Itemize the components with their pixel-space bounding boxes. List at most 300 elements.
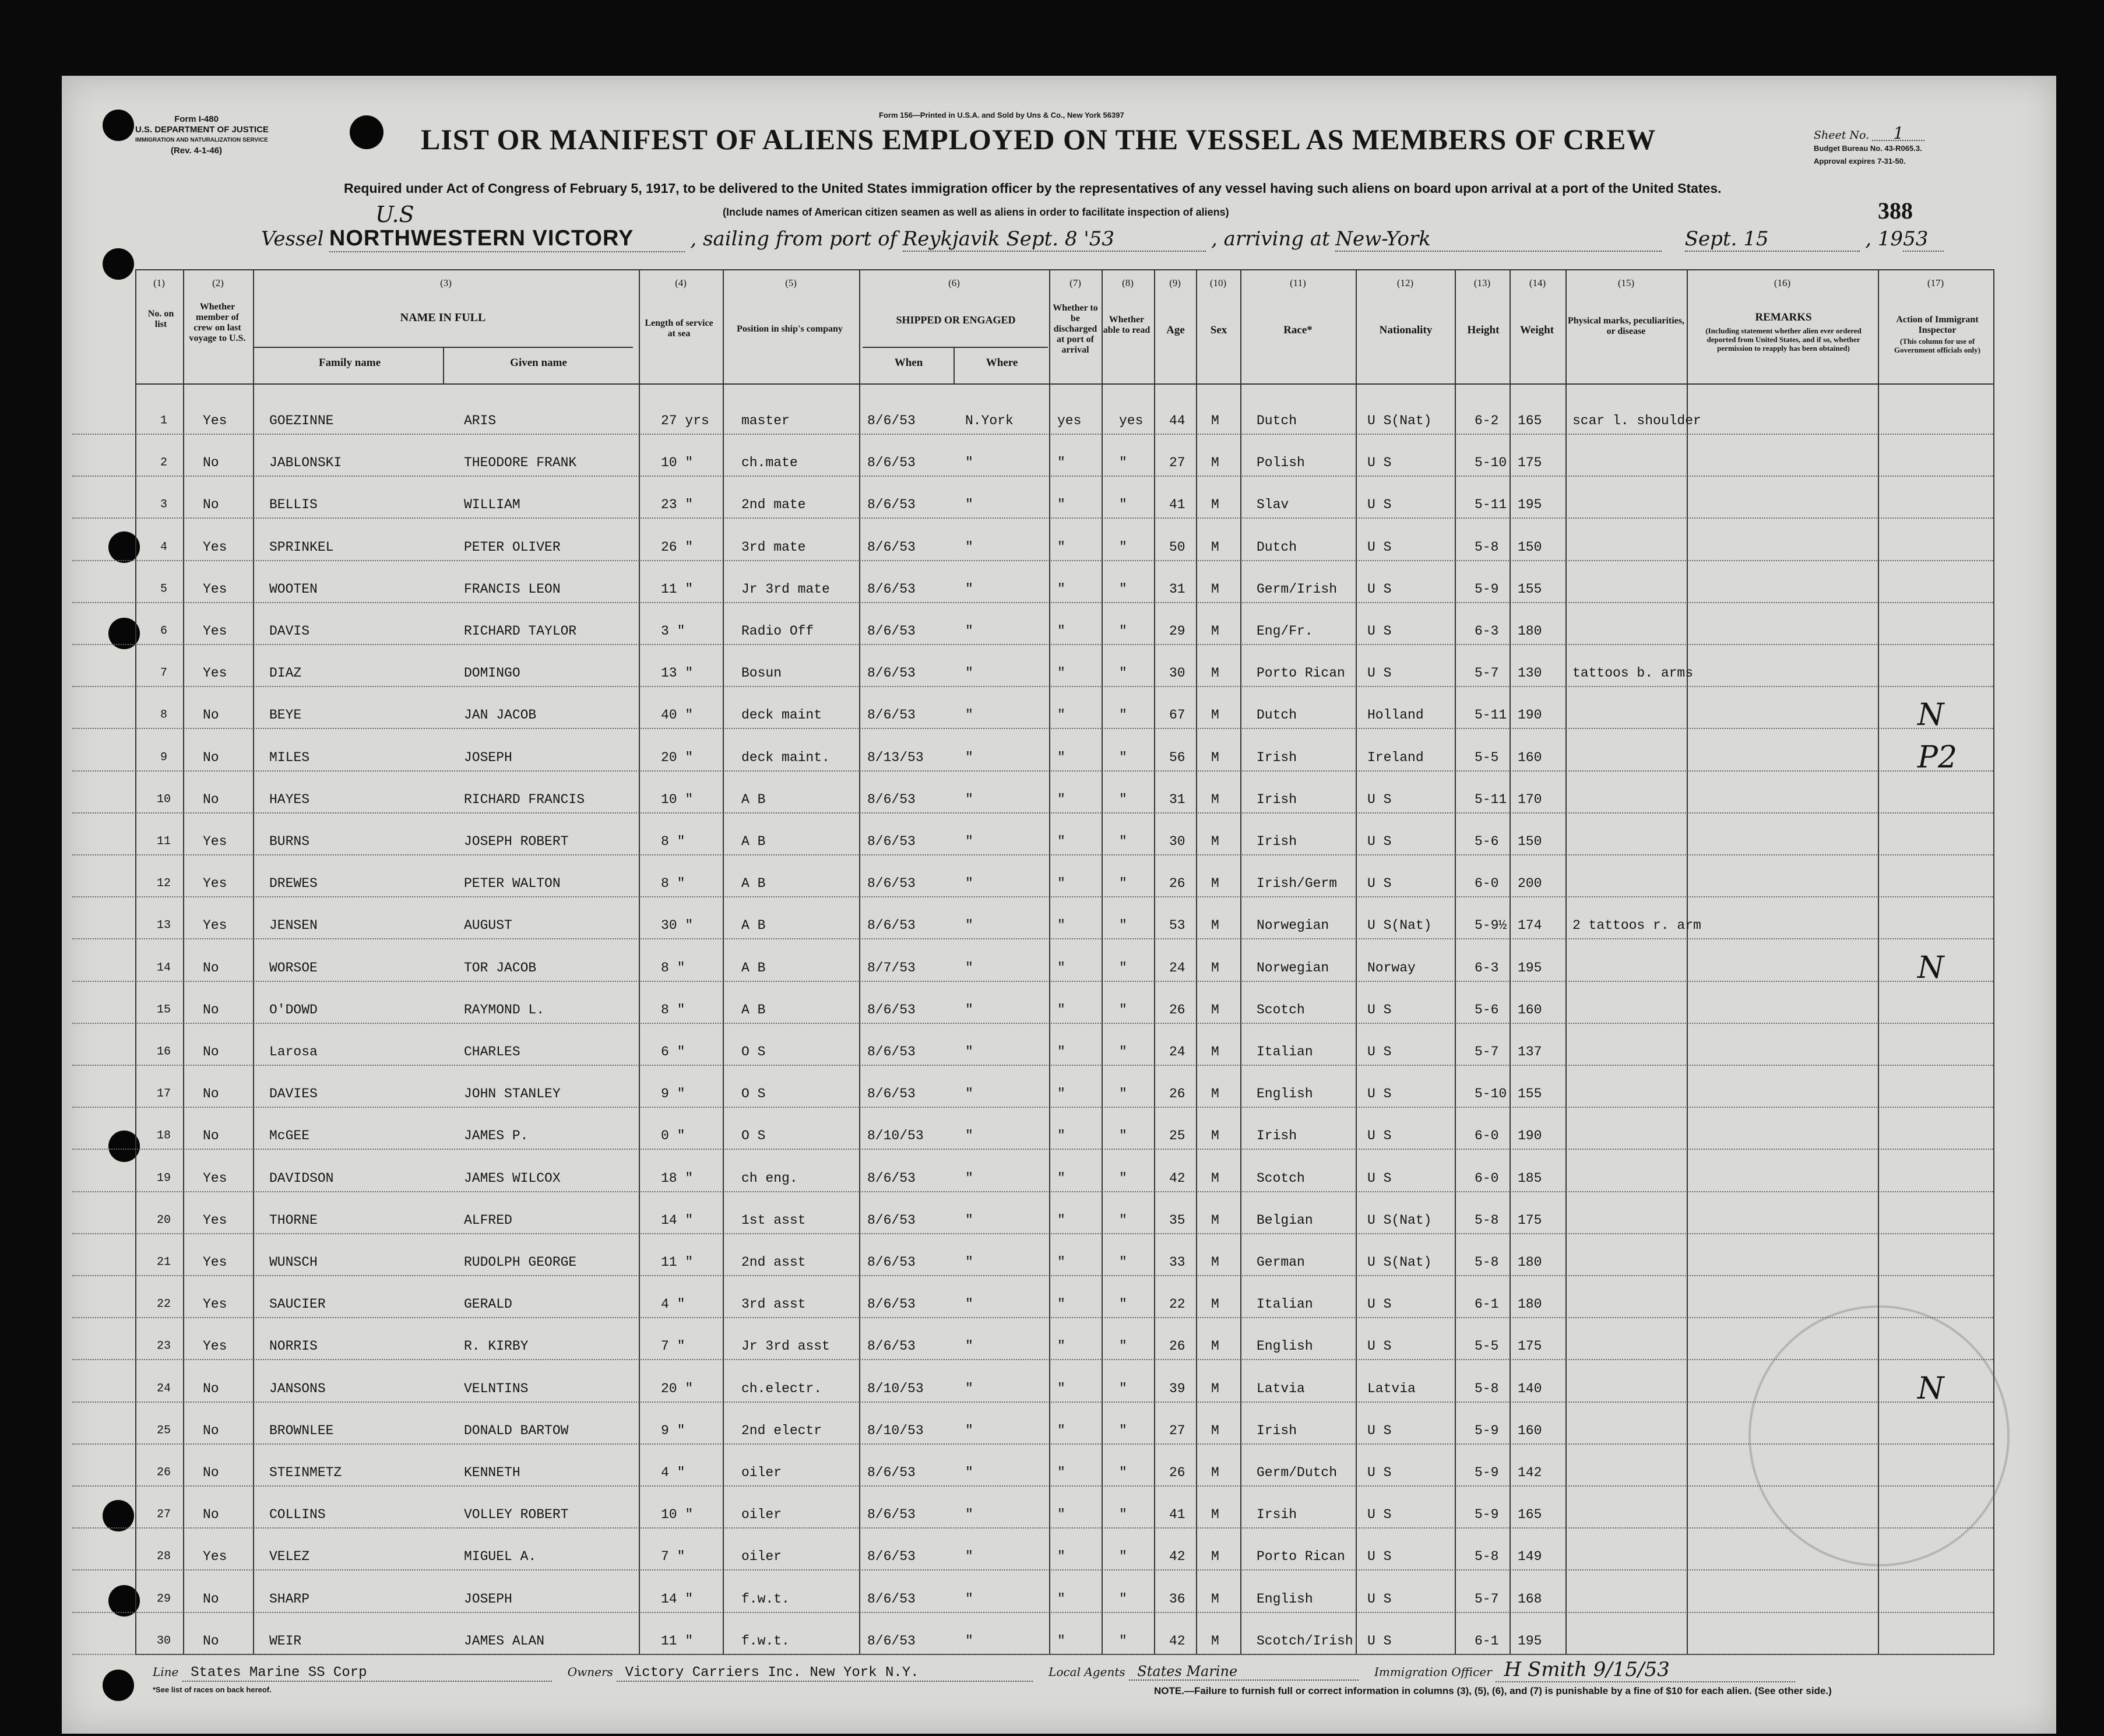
column-rule xyxy=(1356,269,1357,1655)
shipped-when: 8/6/53 xyxy=(867,1465,916,1480)
given-name: R. KIRBY xyxy=(464,1339,529,1354)
form-id-block xyxy=(135,114,269,156)
form-number: Form I-480 xyxy=(174,114,219,124)
family-name: THORNE xyxy=(269,1212,318,1228)
column-number: (16) xyxy=(1774,277,1791,288)
row-rule xyxy=(72,1275,1993,1276)
age: 33 xyxy=(1169,1255,1185,1270)
given-name: JAMES ALAN xyxy=(464,1633,545,1649)
shipped-where: " xyxy=(965,581,973,597)
height: 5-11 xyxy=(1475,791,1507,807)
shipped-when: 8/6/53 xyxy=(867,581,916,597)
sex: M xyxy=(1211,1339,1219,1354)
row-rule xyxy=(72,602,1993,603)
sex: M xyxy=(1211,1002,1219,1017)
family-name: JENSEN xyxy=(269,918,318,934)
port-from: Reykjavik Sept. 8 '53 xyxy=(903,227,1206,252)
header-discharged: Whether to be discharged at port of arrival xyxy=(1053,303,1098,355)
age: 26 xyxy=(1169,1465,1185,1480)
height: 5-8 xyxy=(1475,1255,1499,1270)
header-race: Race* xyxy=(1283,324,1313,336)
row-number: 28 xyxy=(156,1550,171,1564)
shipped-when: 8/6/53 xyxy=(867,1255,916,1270)
row-rule xyxy=(72,644,1993,645)
race: Dutch xyxy=(1257,539,1297,555)
length-of-service: 11 " xyxy=(661,1633,694,1649)
row-rule xyxy=(72,1402,1993,1403)
column-number: (15) xyxy=(1617,277,1635,288)
discharged: yes xyxy=(1057,413,1082,428)
family-name: DREWES xyxy=(269,876,318,892)
given-name: RICHARD TAYLOR xyxy=(464,624,577,639)
row-number: 8 xyxy=(160,708,167,722)
given-name: ARIS xyxy=(464,413,497,428)
shipped-when: 8/6/53 xyxy=(867,455,916,471)
sex: M xyxy=(1211,497,1219,513)
able-to-read: " xyxy=(1119,539,1127,555)
race: Irish xyxy=(1257,1422,1297,1438)
row-rule xyxy=(72,812,1993,814)
shipped-where: " xyxy=(965,834,973,849)
row-rule xyxy=(72,1359,1993,1360)
weight: 155 xyxy=(1518,581,1542,597)
able-to-read: " xyxy=(1119,834,1127,849)
row-number: 20 xyxy=(156,1213,171,1227)
race: English xyxy=(1257,1591,1313,1607)
row-rule xyxy=(72,434,1993,435)
shipped-where: " xyxy=(965,1044,973,1059)
header-length: Length of service at sea xyxy=(645,318,713,339)
race: Scotch xyxy=(1257,1170,1305,1186)
shipped-where: " xyxy=(965,1170,973,1186)
weight: 180 xyxy=(1518,1255,1542,1270)
officer-signature: H Smith 9/15/53 xyxy=(1496,1658,1795,1682)
member-last-voyage: Yes xyxy=(203,1339,227,1354)
shipped-when: 8/6/53 xyxy=(867,1549,916,1565)
nationality: U S xyxy=(1367,834,1392,849)
member-last-voyage: No xyxy=(203,1002,219,1017)
able-to-read: " xyxy=(1119,1044,1127,1059)
header-physical: Physical marks, peculiarities, or disease xyxy=(1568,316,1684,336)
shipped-when: 8/6/53 xyxy=(867,413,916,428)
row-rule xyxy=(72,896,1993,897)
family-name: WEIR xyxy=(269,1633,302,1649)
weight: 140 xyxy=(1518,1381,1542,1396)
service: IMMIGRATION AND NATURALIZATION SERVICE xyxy=(135,137,268,143)
vessel-name: NORTHWESTERN VICTORY xyxy=(329,226,685,252)
family-name: STEINMETZ xyxy=(269,1465,342,1480)
shipped-when: 8/6/53 xyxy=(867,1297,916,1312)
shipped-when: 8/6/53 xyxy=(867,1633,916,1649)
shipped-where: " xyxy=(965,876,973,892)
shipped-when: 8/10/53 xyxy=(867,1422,924,1438)
race: English xyxy=(1257,1086,1313,1102)
shipped-where: " xyxy=(965,1128,973,1144)
able-to-read: " xyxy=(1119,1633,1127,1649)
nationality: Ireland xyxy=(1367,749,1424,765)
position: Jr 3rd asst xyxy=(741,1339,830,1354)
row-number: 12 xyxy=(156,876,171,890)
vessel-handwritten-prefix: U.S xyxy=(375,202,414,227)
given-name: GERALD xyxy=(464,1297,512,1312)
nationality: U S xyxy=(1367,497,1392,513)
shipped-when: 8/13/53 xyxy=(867,749,924,765)
position: f.w.t. xyxy=(741,1591,790,1607)
race: Slav xyxy=(1257,497,1289,513)
age: 30 xyxy=(1169,665,1185,681)
discharged: " xyxy=(1057,1591,1065,1607)
shipped-where: " xyxy=(965,1297,973,1312)
given-name: DOMINGO xyxy=(464,665,520,681)
nationality: U S xyxy=(1367,539,1392,555)
height: 5-10 xyxy=(1475,1086,1507,1102)
discharged: " xyxy=(1057,497,1065,513)
family-name: HAYES xyxy=(269,791,310,807)
weight: 190 xyxy=(1518,1128,1542,1144)
punch-hole xyxy=(103,110,134,141)
row-number: 29 xyxy=(156,1592,171,1606)
age: 41 xyxy=(1169,497,1185,513)
row-rule xyxy=(72,1023,1993,1024)
position: ch.mate xyxy=(741,455,798,471)
shipped-where: " xyxy=(965,749,973,765)
height: 5-7 xyxy=(1475,1591,1499,1607)
race: Norwegian xyxy=(1257,918,1329,934)
column-number: (14) xyxy=(1529,277,1546,288)
race: Italian xyxy=(1257,1297,1313,1312)
position: Bosun xyxy=(741,665,782,681)
sex: M xyxy=(1211,1422,1219,1438)
discharged: " xyxy=(1057,581,1065,597)
weight: 180 xyxy=(1518,624,1542,639)
sex: M xyxy=(1211,791,1219,807)
family-name: O'DOWD xyxy=(269,1002,318,1017)
position: oiler xyxy=(741,1507,782,1523)
position: Radio Off xyxy=(741,624,814,639)
position: ch.electr. xyxy=(741,1381,822,1396)
footer-line xyxy=(153,1658,1795,1682)
nationality: U S(Nat) xyxy=(1367,918,1432,934)
shipped-when: 8/6/53 xyxy=(867,834,916,849)
shipped-where: " xyxy=(965,1381,973,1396)
shipped-where: " xyxy=(965,960,973,976)
nationality: U S xyxy=(1367,455,1392,471)
weight: 150 xyxy=(1518,834,1542,849)
height: 5-5 xyxy=(1475,1339,1499,1354)
height: 6-1 xyxy=(1475,1633,1499,1649)
member-last-voyage: Yes xyxy=(203,1297,227,1312)
length-of-service: 6 " xyxy=(661,1044,685,1059)
able-to-read: " xyxy=(1119,707,1127,723)
member-last-voyage: No xyxy=(203,1465,219,1480)
row-number: 16 xyxy=(156,1045,171,1059)
sex: M xyxy=(1211,960,1219,976)
discharged: " xyxy=(1057,1212,1065,1228)
given-name: WILLIAM xyxy=(464,497,520,513)
position: A B xyxy=(741,1002,766,1017)
column-rule xyxy=(1196,269,1197,1655)
given-name: PETER OLIVER xyxy=(464,539,561,555)
shipped-where: " xyxy=(965,1422,973,1438)
official-stamp xyxy=(1748,1305,2010,1566)
row-number: 3 xyxy=(160,498,167,512)
row-rule xyxy=(72,1569,1993,1571)
length-of-service: 11 " xyxy=(661,581,694,597)
row-number: 4 xyxy=(160,540,167,554)
member-last-voyage: No xyxy=(203,1422,219,1438)
height: 5-9 xyxy=(1475,1465,1499,1480)
row-rule xyxy=(72,1233,1993,1234)
header-where: Where xyxy=(986,357,1018,369)
family-name: VELEZ xyxy=(269,1549,310,1565)
column-number: (7) xyxy=(1069,277,1081,288)
row-number: 15 xyxy=(156,1003,171,1017)
shipped-when: 8/6/53 xyxy=(867,1086,916,1102)
sex: M xyxy=(1211,1212,1219,1228)
length-of-service: 9 " xyxy=(661,1422,685,1438)
discharged: " xyxy=(1057,1381,1065,1396)
sex: M xyxy=(1211,1170,1219,1186)
sex: M xyxy=(1211,876,1219,892)
sex: M xyxy=(1211,1633,1219,1649)
sex: M xyxy=(1211,918,1219,934)
length-of-service: 20 " xyxy=(661,749,694,765)
weight: 137 xyxy=(1518,1044,1542,1059)
height: 5-9 xyxy=(1475,1507,1499,1523)
family-name: WUNSCH xyxy=(269,1255,318,1270)
row-number: 27 xyxy=(156,1508,171,1522)
height: 5-7 xyxy=(1475,665,1499,681)
header-given: Given name xyxy=(510,357,567,369)
shipped-where: " xyxy=(965,1507,973,1523)
nationality: U S(Nat) xyxy=(1367,1255,1432,1270)
age: 22 xyxy=(1169,1297,1185,1312)
column-number: (4) xyxy=(675,277,687,288)
shipped-when: 8/6/53 xyxy=(867,1591,916,1607)
age: 41 xyxy=(1169,1507,1185,1523)
height: 6-1 xyxy=(1475,1297,1499,1312)
member-last-voyage: No xyxy=(203,1128,219,1144)
length-of-service: 23 " xyxy=(661,497,694,513)
discharged: " xyxy=(1057,876,1065,892)
nationality: U S(Nat) xyxy=(1367,413,1432,428)
family-name: JABLONSKI xyxy=(269,455,342,471)
column-rule xyxy=(639,269,640,1655)
punch-hole xyxy=(103,1670,134,1701)
family-name: SPRINKEL xyxy=(269,539,334,555)
given-name: VELNTINS xyxy=(464,1381,529,1396)
age: 42 xyxy=(1169,1549,1185,1565)
position: 3rd mate xyxy=(741,539,806,555)
nationality: U S xyxy=(1367,1549,1392,1565)
able-to-read: " xyxy=(1119,1002,1127,1017)
row-number: 7 xyxy=(160,666,167,680)
row-number: 1 xyxy=(160,414,167,428)
race: Dutch xyxy=(1257,707,1297,723)
family-name: DAVIDSON xyxy=(269,1170,334,1186)
family-name: DIAZ xyxy=(269,665,302,681)
discharged: " xyxy=(1057,1633,1065,1649)
weight: 142 xyxy=(1518,1465,1542,1480)
member-last-voyage: No xyxy=(203,960,219,976)
punch-hole xyxy=(103,1500,134,1531)
nationality: Norway xyxy=(1367,960,1416,976)
given-name: JAN JACOB xyxy=(464,707,537,723)
length-of-service: 8 " xyxy=(661,1002,685,1017)
able-to-read: " xyxy=(1119,665,1127,681)
discharged: " xyxy=(1057,834,1065,849)
able-to-read: " xyxy=(1119,1128,1127,1144)
member-last-voyage: No xyxy=(203,1633,219,1649)
discharged: " xyxy=(1057,1002,1065,1017)
column-rule xyxy=(253,269,254,1655)
nationality: U S xyxy=(1367,1465,1392,1480)
shipped-when: 8/6/53 xyxy=(867,665,916,681)
row-rule xyxy=(72,728,1993,729)
arriving-label: , arriving at xyxy=(1211,227,1330,251)
stamp-number: 388 xyxy=(1878,198,1913,224)
able-to-read: " xyxy=(1119,1549,1127,1565)
column-number: (13) xyxy=(1473,277,1491,288)
family-name: DAVIS xyxy=(269,624,310,639)
shipped-where: " xyxy=(965,497,973,513)
weight: 195 xyxy=(1518,497,1542,513)
sheet-number-block xyxy=(1814,124,1924,168)
age: 53 xyxy=(1169,918,1185,934)
discharged: " xyxy=(1057,1128,1065,1144)
discharged: " xyxy=(1057,1549,1065,1565)
member-last-voyage: Yes xyxy=(203,834,227,849)
column-number: (2) xyxy=(212,277,224,288)
position: O S xyxy=(741,1128,766,1144)
race: Irish xyxy=(1257,749,1297,765)
position: oiler xyxy=(741,1465,782,1480)
able-to-read: " xyxy=(1119,624,1127,639)
column-rule xyxy=(859,269,860,1655)
row-rule xyxy=(72,560,1993,561)
length-of-service: 4 " xyxy=(661,1297,685,1312)
given-name: AUGUST xyxy=(464,918,512,934)
row-number: 13 xyxy=(156,918,171,932)
length-of-service: 8 " xyxy=(661,876,685,892)
height: 5-8 xyxy=(1475,1549,1499,1565)
header-weight: Weight xyxy=(1519,324,1554,336)
given-name: RICHARD FRANCIS xyxy=(464,791,585,807)
height: 5-5 xyxy=(1475,749,1499,765)
given-name: KENNETH xyxy=(464,1465,520,1480)
physical-marks: scar l. shoulder xyxy=(1572,413,1701,428)
age: 27 xyxy=(1169,455,1185,471)
height: 6-0 xyxy=(1475,1170,1499,1186)
given-name: MIGUEL A. xyxy=(464,1549,537,1565)
given-name: THEODORE FRANK xyxy=(464,455,577,471)
length-of-service: 7 " xyxy=(661,1549,685,1565)
race: Germ/Dutch xyxy=(1257,1465,1338,1480)
race: Belgian xyxy=(1257,1212,1313,1228)
weight: 170 xyxy=(1518,791,1542,807)
shipped-when: 8/6/53 xyxy=(867,1044,916,1059)
nationality: U S xyxy=(1367,1086,1392,1102)
table-top-rule xyxy=(135,269,1993,270)
family-name: DAVIES xyxy=(269,1086,318,1102)
shipped-where: " xyxy=(965,539,973,555)
table-header-rule xyxy=(135,383,1993,385)
shipped-when: 8/10/53 xyxy=(867,1381,924,1396)
header-no: No. on list xyxy=(147,309,174,329)
row-rule xyxy=(72,476,1993,477)
column-rule xyxy=(1510,269,1511,1655)
sex: M xyxy=(1211,1591,1219,1607)
able-to-read: " xyxy=(1119,791,1127,807)
age: 27 xyxy=(1169,1422,1185,1438)
height: 5-8 xyxy=(1475,1381,1499,1396)
nationality: U S xyxy=(1367,1339,1392,1354)
port-to: New-York xyxy=(1335,227,1662,252)
discharged: " xyxy=(1057,665,1065,681)
row-number: 30 xyxy=(156,1634,171,1648)
given-name: CHARLES xyxy=(464,1044,520,1059)
position: Jr 3rd mate xyxy=(741,581,830,597)
column-rule xyxy=(1240,269,1241,1655)
discharged: " xyxy=(1057,1422,1065,1438)
department: U.S. DEPARTMENT OF JUSTICE xyxy=(135,125,269,135)
shipped-where: N.York xyxy=(965,413,1014,428)
given-name: JAMES P. xyxy=(464,1128,529,1144)
owners-value: Victory Carriers Inc. New York N.Y. xyxy=(617,1665,1033,1682)
inspector-action: N xyxy=(1917,950,1944,985)
race: Porto Rican xyxy=(1257,665,1345,681)
weight: 175 xyxy=(1518,455,1542,471)
sex: M xyxy=(1211,665,1219,681)
position: deck maint xyxy=(741,707,822,723)
age: 26 xyxy=(1169,1339,1185,1354)
physical-marks: 2 tattoos r. arm xyxy=(1572,918,1701,934)
position: deck maint. xyxy=(741,749,830,765)
nationality: U S xyxy=(1367,1044,1392,1059)
weight: 174 xyxy=(1518,918,1542,934)
age: 30 xyxy=(1169,834,1185,849)
sex: M xyxy=(1211,413,1219,428)
sex: M xyxy=(1211,834,1219,849)
age: 31 xyxy=(1169,791,1185,807)
race: German xyxy=(1257,1255,1305,1270)
arrival-date: Sept. 15 xyxy=(1685,227,1860,252)
position: ch eng. xyxy=(741,1170,798,1186)
race: Irsih xyxy=(1257,1507,1297,1523)
inspector-action: N xyxy=(1917,698,1944,733)
shipped-when: 8/6/53 xyxy=(867,539,916,555)
height: 6-0 xyxy=(1475,876,1499,892)
age: 50 xyxy=(1169,539,1185,555)
race: Irish xyxy=(1257,834,1297,849)
position: 1st asst xyxy=(741,1212,806,1228)
weight: 180 xyxy=(1518,1297,1542,1312)
column-rule xyxy=(135,269,136,1655)
column-number: (8) xyxy=(1122,277,1134,288)
shipped-where: " xyxy=(965,918,973,934)
row-number: 2 xyxy=(160,456,167,470)
sex: M xyxy=(1211,1086,1219,1102)
row-number: 9 xyxy=(160,751,167,765)
given-name: DONALD BARTOW xyxy=(464,1422,569,1438)
discharged: " xyxy=(1057,1339,1065,1354)
race: Eng/Fr. xyxy=(1257,624,1313,639)
nationality: Holland xyxy=(1367,707,1424,723)
length-of-service: 18 " xyxy=(661,1170,694,1186)
row-rule xyxy=(72,517,1993,519)
shipped-when: 8/7/53 xyxy=(867,960,916,976)
discharged: " xyxy=(1057,455,1065,471)
